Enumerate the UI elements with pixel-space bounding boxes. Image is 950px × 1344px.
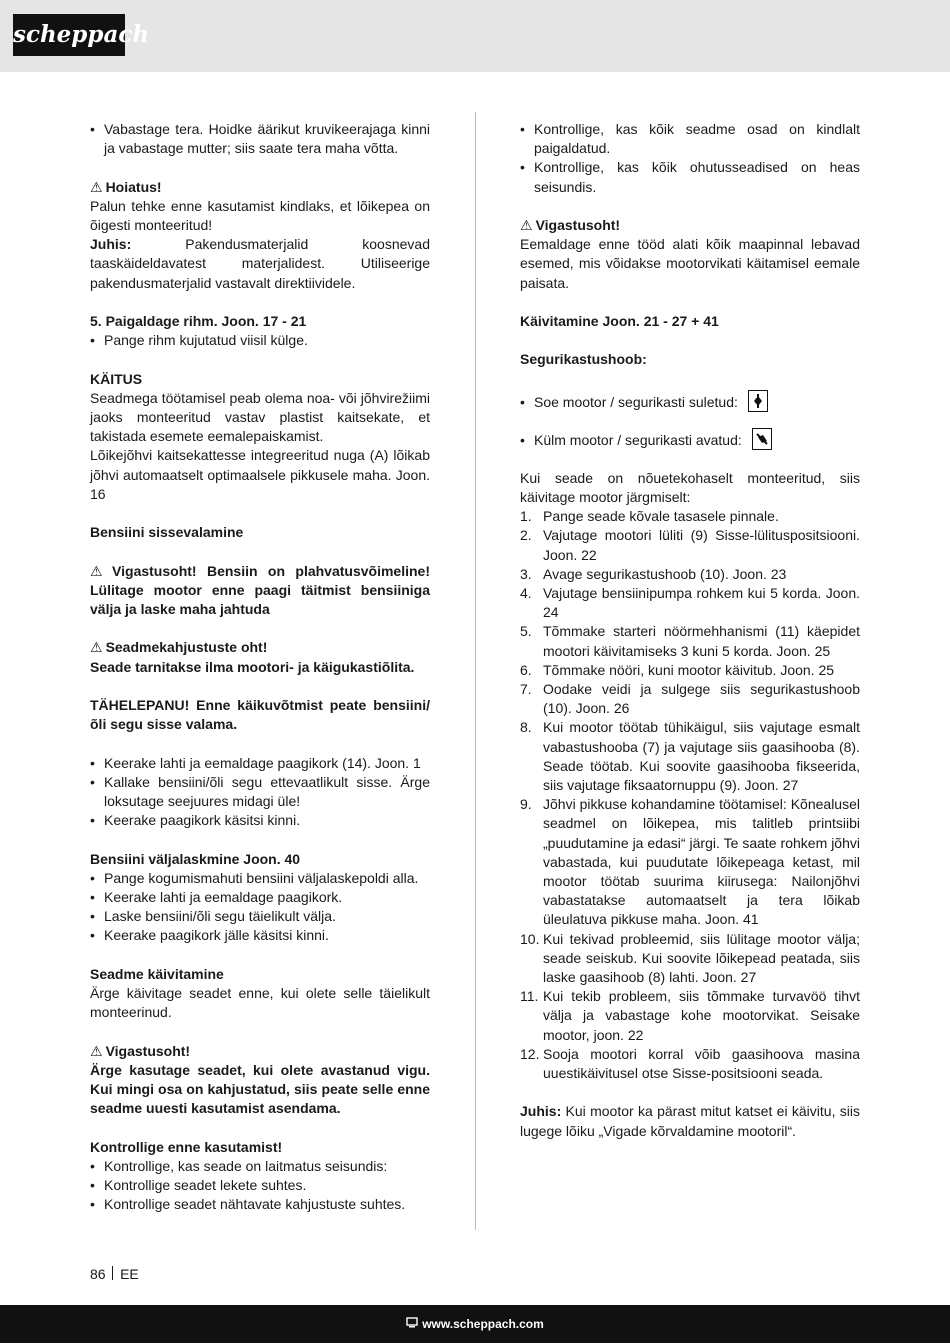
page-number: 86 EE <box>90 1266 139 1282</box>
list-item: • Kontrollige, kas seade on laitmatus seisundis: <box>90 1157 430 1176</box>
starting-steps <box>520 507 860 1083</box>
note-paragraph: Juhis: Pakendusmaterjalid koosnevad taaskäideldavatest materjalidest. Utiliseerige pakendusmaterjalid vastavalt direktiividele. <box>90 236 430 291</box>
fill-list <box>90 754 430 831</box>
damage-heading: ⚠ Seadmekahjustuste oht! <box>90 639 268 656</box>
drain-heading: Bensiini väljalaskmine Joon. 40 <box>90 850 301 867</box>
starting-heading: Käivitamine Joon. 21 - 27 + 41 <box>520 313 719 329</box>
list-item: 5. Tõmmake starteri nöörmehhanismi (11) käepidet mootori käivitamiseks 3 kuni 5 korda. Joon. 25 <box>520 623 860 659</box>
step5-heading: 5. Paigaldage rihm. Joon. 17 - 21 <box>90 313 307 329</box>
choke-closed-icon <box>748 390 768 412</box>
list-item: 11. Kui tekib probleem, siis tõmmake turvavöö tihvt välja ja vabastage kohe mootorvikat. Seisake mootor, joon. 22 <box>520 988 860 1043</box>
step5-list <box>90 331 430 350</box>
injury-text: Eemaldage enne tööd alati kõik maapinnal lebavad esemed, mis võidakse mootorvikati käitamisel eemale paisata. <box>520 236 860 291</box>
attention-text: TÄHELEPANU! Enne käikuvõtmist peate bensiini/õli segu sisse valama. <box>90 696 430 733</box>
list-item: 8. Kui mootor töötab tühikäigul, siis vajutage esmalt vabastushooba (7) ja vajutage siis gaasihooba (8). Seade töötab. Kui soovite gaasihooba fikseerida, siis vajutage fiksaatornuppu (9). Joon. 27 <box>520 719 860 794</box>
fuel-fill-heading: Bensiini sissevalamine <box>90 524 244 541</box>
left-column <box>90 120 430 1214</box>
injury-text: Ärge kasutage seadet, kui olete avastanud vigu. Kui mingi osa on kahjustatud, siis peate selle enne seadme uuesti kasutamist asendama. <box>90 1061 430 1117</box>
operation-heading: KÄITUS <box>90 370 143 387</box>
choke-heading: Segurikastushoob: <box>520 351 647 368</box>
start-text: Ärge käivitage seadet enne, kui olete selle täielikult monteerinud. <box>90 984 430 1021</box>
list-item: • Keerake paagikork käsitsi kinni. <box>90 811 430 830</box>
list-item: 7. Oodake veidi ja sulgege siis segurikastushoob (10). Joon. 26 <box>520 681 860 717</box>
right-column <box>520 120 860 1141</box>
fuel-warning: ⚠ Vigastusoht! Bensiin on plahvatusvõimeline! Lülitage mootor enne paagi täitmist bensiiniga välja ja laske maha jahtuda <box>90 562 430 617</box>
injury-heading: ⚠ Vigastusoht! <box>520 217 621 233</box>
list-item: 9. Jõhvi pikkuse kohandamine töötamisel: Kõnealusel seadmel on lõikepea, mis talitleb printsiibi „puudutamine ja edasi“ järgi. Te saate rohkem jõhvi vabastada, kui puudutate lõikepeaga ketast, mil mootor töötab suurima kiirusega: Nailonjõhvi vabastatakse automaatselt ja tera lõikab üleulatuva pikkuse maha. Joon. 41 <box>520 796 860 928</box>
page-separator <box>112 1266 114 1280</box>
list-item: 4. Vajutage bensiinipumpa rohkem kui 5 korda. Joon. 24 <box>520 585 860 621</box>
choke-open-icon <box>752 428 772 450</box>
language-code: EE <box>120 1266 139 1282</box>
warning-triangle-icon: ⚠ <box>90 1042 103 1059</box>
brand-logo: scheppach <box>13 14 125 56</box>
list-item: • Keerake lahti ja eemaldage paagikork (14). Joon. 1 <box>90 754 430 773</box>
list-item: • Kontrollige seadet lekete suhtes. <box>90 1176 430 1195</box>
list-item: • Keerake paagikork jälle käsitsi kinni. <box>90 926 430 945</box>
operation-text-1: Seadmega töötamisel peab olema noa- või jõhvirežiimi jaoks monteeritud vastav plastist kaitsekate, et takistada esemete eemalepaiskamist. <box>90 389 430 445</box>
list-item: 10. Kui tekivad probleemid, siis lülitage mootor välja; seade seiskub. Kui soovite lõikepead peatada, siis laske gaasihoob (8) lahti. Joon. 27 <box>520 930 860 986</box>
warning-triangle-icon: ⚠ <box>90 178 103 195</box>
list-item: • Vabastage tera. Hoidke äärikut kruvikeerajaga kinni ja vabastage mutter; siis saate tera maha võtta. <box>90 120 430 158</box>
list-item: • Kontrollige, kas kõik ohutusseadised on heas seisundis. <box>520 158 860 196</box>
check-list <box>90 1157 430 1215</box>
final-note: Juhis: Kui mootor ka pärast mitut katset ei käivitu, siis lugege lõiku „Vigade kõrvaldamine mootoril“. <box>520 1103 860 1139</box>
check-heading: Kontrollige enne kasutamist! <box>90 1138 283 1155</box>
list-item: • Pange rihm kujutatud viisil külge. <box>90 331 430 350</box>
warning-triangle-icon: ⚠ <box>90 639 103 656</box>
list-item: 1. Pange seade kõvale tasasele pinnale. <box>520 508 779 525</box>
list-item: • Kallake bensiini/õli segu ettevaatlikult sisse. Ärge loksutage seejuures midagi üle! <box>90 773 430 811</box>
website-link[interactable]: www.scheppach.com <box>422 1317 544 1331</box>
injury-heading: ⚠ Vigastusoht! <box>90 1042 191 1059</box>
choke-closed-row: • Soe mootor / segurikasti suletud: <box>520 389 860 415</box>
choke-open-row: • Külm mootor / segurikasti avatud: <box>520 427 860 453</box>
list-item: • Laske bensiini/õli segu täielikult välja. <box>90 907 430 926</box>
list-item: • Pange kogumismahuti bensiini väljalaskepoldi alla. <box>90 869 430 888</box>
check-list-continued <box>520 120 860 197</box>
blade-list <box>90 120 430 158</box>
list-item: • Keerake lahti ja eemaldage paagikork. <box>90 888 430 907</box>
damage-text: Seade tarnitakse ilma mootori- ja käigukastiõlita. <box>90 658 415 675</box>
starting-intro: Kui seade on nõuetekohaselt monteeritud, siis käivitage mootor järgmiselt: <box>520 469 860 505</box>
warning-heading: ⚠ Hoiatus! <box>90 178 162 195</box>
computer-icon <box>406 1305 418 1343</box>
list-item: 6. Tõmmake nööri, kuni mootor käivitub. Joon. 25 <box>520 661 835 678</box>
list-item: 3. Avage segurikastushoob (10). Joon. 23 <box>520 565 787 582</box>
operation-text-2: Lõikejõhvi kaitsekattesse integreeritud nuga (A) lõikab jõhvi automaatselt optimaalsele pikkusele maha. Joon. 16 <box>90 447 430 502</box>
start-heading: Seadme käivitamine <box>90 965 224 982</box>
page-footer <box>0 1305 950 1343</box>
list-item: • Kontrollige, kas kõik seadme osad on kindlalt paigaldatud. <box>520 120 860 158</box>
list-item: • Kontrollige seadet nähtavate kahjustuste suhtes. <box>90 1195 430 1214</box>
warning-triangle-icon: ⚠ <box>90 562 110 579</box>
list-item: 2. Vajutage mootori lüliti (9) Sisse-lülituspositsiooni. Joon. 22 <box>520 527 860 563</box>
page-header <box>0 0 950 72</box>
list-item: 12. Sooja mootori korral võib gaasihoova masina uuestikäivitusel otse Sisse-positsiooni seada. <box>520 1045 860 1082</box>
warning-text: Palun tehke enne kasutamist kindlaks, et lõikepea on õigesti monteeritud! <box>90 197 430 233</box>
warning-triangle-icon: ⚠ <box>520 217 533 233</box>
column-divider <box>475 112 476 1230</box>
drain-list <box>90 869 430 946</box>
